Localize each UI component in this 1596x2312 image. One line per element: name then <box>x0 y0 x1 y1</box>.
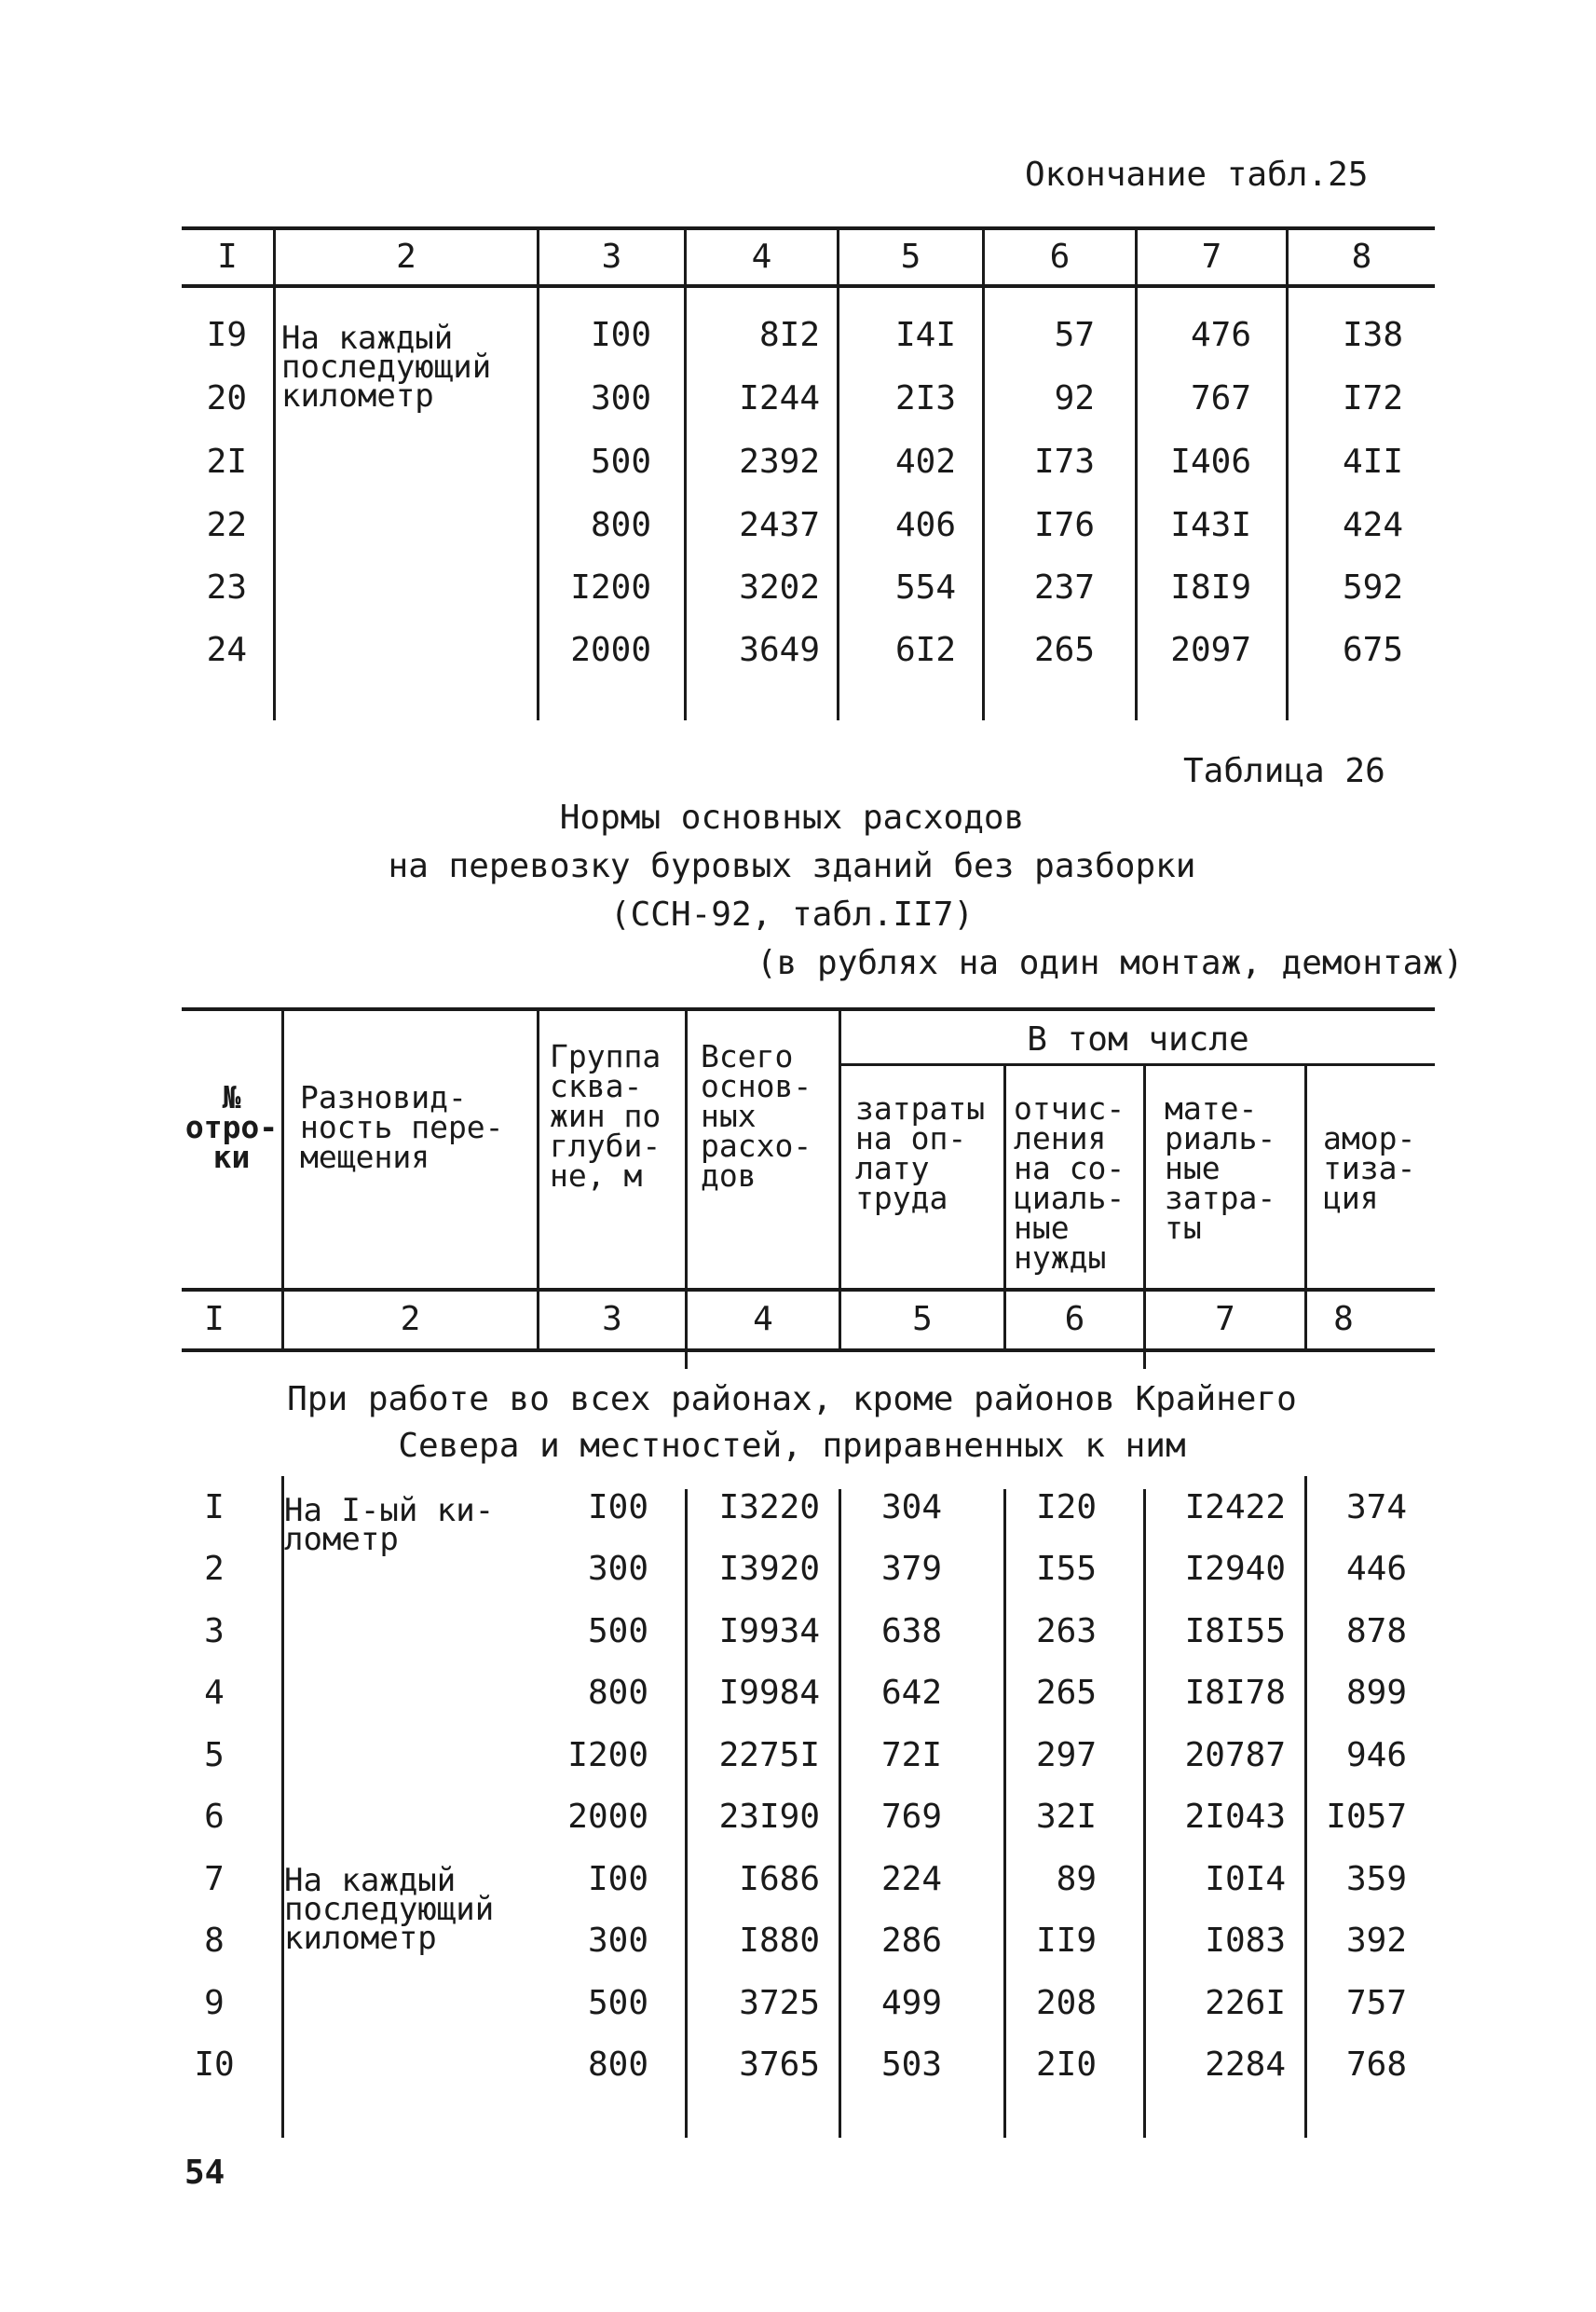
t25-group-label: На каждый последующий километр <box>281 320 492 415</box>
header-movement-type: Разновид- ность пере- мещения <box>300 1079 504 1175</box>
page-number: 54 <box>184 2154 225 2192</box>
t25-header-rule <box>182 284 1435 288</box>
group-label-each-km: На каждый последующий километр <box>284 1862 495 1957</box>
units-note: (в рублях на один монтаж, демонтаж) <box>757 944 1464 982</box>
table-label: Таблица 26 <box>1183 752 1385 790</box>
t26-header-rule <box>182 1288 1435 1292</box>
header-labor-costs: затраты на оп- лату труда <box>855 1090 986 1216</box>
t26-span-rule <box>839 1063 1435 1066</box>
header-row-number: № отро- ки <box>184 1079 279 1175</box>
header-total: Всего основ- ных расхо- дов <box>701 1038 812 1194</box>
header-amortization: амор- тиза- ция <box>1323 1120 1416 1216</box>
header-social: отчис- ления на со- циаль- ные нужды <box>1014 1090 1125 1276</box>
t26-numbers-rule <box>182 1348 1435 1352</box>
header-including: В том числе <box>1027 1020 1249 1059</box>
t25-top-rule <box>182 226 1435 230</box>
continuation-label: Окончание табл.25 <box>1025 156 1369 194</box>
header-materials: мате- риаль- ные затра- ты <box>1165 1090 1276 1246</box>
t26-top-rule <box>182 1007 1435 1011</box>
header-depth-group: Группа сква- жин по глуби- не, м <box>550 1038 662 1194</box>
group-label-first-km: На I-ый ки- лометр <box>284 1492 495 1558</box>
